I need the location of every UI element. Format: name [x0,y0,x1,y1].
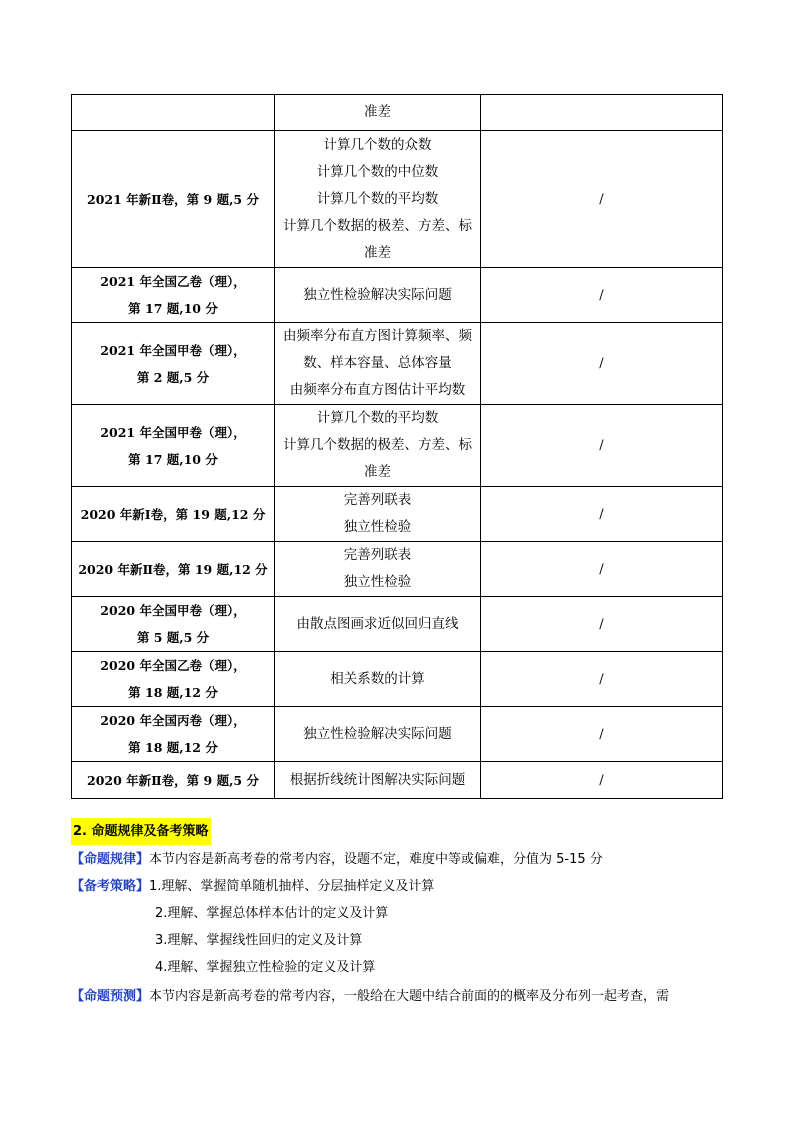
points-cell [275,762,481,799]
exam-line: 第 18 题,12 分 [128,740,218,755]
exam-line: 2020 年全国丙卷（理）， [100,713,246,728]
exam-cell [72,323,275,405]
strategy-paragraph [71,873,434,900]
points-cell [275,487,481,542]
points-cell [275,323,481,405]
table-row [72,652,723,707]
exam-cell [72,487,275,542]
exam-line: 2021 年全国甲卷（理）， [100,342,246,358]
notes-cell: / [481,405,723,487]
exam-line: 2020 年全国乙卷（理）， [100,658,246,673]
points-cell [275,268,481,323]
strategy-item: 2.理解、掌握总体样本估计的定义及计算 [155,906,389,921]
table-row [72,405,723,487]
exam-line: 2020 年新Ⅱ卷，第 19 题,12 分 [78,561,268,577]
point-line: 相关系数的计算 [330,670,425,687]
notes-cell: / [481,762,723,799]
point-line: 独立性检验 [343,519,412,535]
strategy-item: 1.理解、掌握简单随机抽样、分层抽样定义及计算 [149,879,435,894]
exam-cell [72,762,275,799]
point-line: 独立性检验解决实际问题 [303,286,452,303]
point-line: 准差 [364,464,391,480]
table-row [72,542,723,597]
predict-tag: 【命题预测】 [71,989,150,1004]
predict-paragraph [71,983,669,1010]
exam-cell [72,707,275,762]
point-line: 计算几个数据的极差、方差、标 [283,217,472,234]
notes-cell: / [481,652,723,707]
point-line: 准差 [364,104,391,120]
exam-cell [72,95,275,131]
strategy-item: 4.理解、掌握独立性检验的定义及计算 [155,960,376,975]
exam-cell [72,652,275,707]
point-line: 计算几个数的平均数 [316,410,439,426]
exam-line: 2021 年全国乙卷（理）， [100,274,246,289]
table-row [72,487,723,542]
notes-cell: / [481,542,723,597]
exam-line: 2020 年新Ⅱ卷，第 9 题,5 分 [87,772,259,788]
exam-line: 第 18 题,12 分 [128,685,218,700]
rule-paragraph [71,846,603,873]
point-line: 独立性检验 [343,574,412,590]
notes-cell: / [481,131,723,268]
table-row [72,268,723,323]
exam-cell [72,268,275,323]
table-row [72,95,723,131]
point-line: 计算几个数的众数 [323,136,432,153]
exam-table [71,94,723,799]
points-cell [275,95,481,131]
notes-cell: / [481,268,723,323]
point-line: 计算几个数的中位数 [316,163,439,180]
point-line: 完善列联表 [343,547,412,563]
exam-line: 2021 年新Ⅱ卷，第 9 题,5 分 [87,191,259,207]
point-line: 准差 [364,244,391,261]
point-line: 完善列联表 [343,492,412,508]
exam-table-body [72,95,723,799]
predict-text: 本节内容是新高考卷的常考内容，一般给在大题中结合前面的的概率及分布列一起考查，需 [149,989,670,1004]
points-cell [275,542,481,597]
exam-line: 2020 年新Ⅰ卷，第 19 题,12 分 [80,506,266,522]
point-line: 计算几个数的平均数 [316,190,439,207]
notes-cell: / [481,487,723,542]
table-row [72,323,723,405]
points-cell [275,707,481,762]
exam-cell [72,542,275,597]
rule-text: 本节内容是新高考卷的常考内容，设题不定，难度中等或偏难，分值为 5-15 分 [149,852,603,867]
notes-cell: / [481,597,723,652]
exam-line: 第 17 题,10 分 [128,301,218,316]
point-line: 独立性检验解决实际问题 [303,725,452,742]
exam-line: 第 17 题,10 分 [128,451,218,467]
exam-cell [72,131,275,268]
rule-tag: 【命题规律】 [71,852,150,867]
exam-cell [72,597,275,652]
point-line: 根据折线统计图解决实际问题 [289,771,466,788]
point-line: 计算几个数据的极差、方差、标 [283,437,472,453]
exam-line: 2021 年全国甲卷（理）， [100,424,246,440]
notes-cell: / [481,323,723,405]
exam-cell [72,405,275,487]
exam-line: 第 5 题,5 分 [136,630,210,645]
exam-line: 第 2 题,5 分 [136,369,210,385]
points-cell [275,652,481,707]
strategy-tag: 【备考策略】 [71,879,150,894]
notes-cell [481,95,723,131]
points-cell [275,131,481,268]
point-line: 数、样本容量、总体容量 [303,355,452,371]
strategy-item: 3.理解、掌握线性回归的定义及计算 [155,933,363,948]
notes-cell: / [481,707,723,762]
points-cell [275,597,481,652]
point-line: 由频率分布直方图估计平均数 [289,382,466,398]
section-title: 2. 命题规律及备考策略 [71,818,211,845]
point-line: 由频率分布直方图计算频率、频 [283,328,472,344]
point-line: 由散点图画求近似回归直线 [296,615,459,632]
points-cell [275,405,481,487]
table-row [72,707,723,762]
exam-line: 2020 年全国甲卷（理）， [100,603,246,618]
table-row [72,597,723,652]
table-row [72,131,723,268]
table-row [72,762,723,799]
